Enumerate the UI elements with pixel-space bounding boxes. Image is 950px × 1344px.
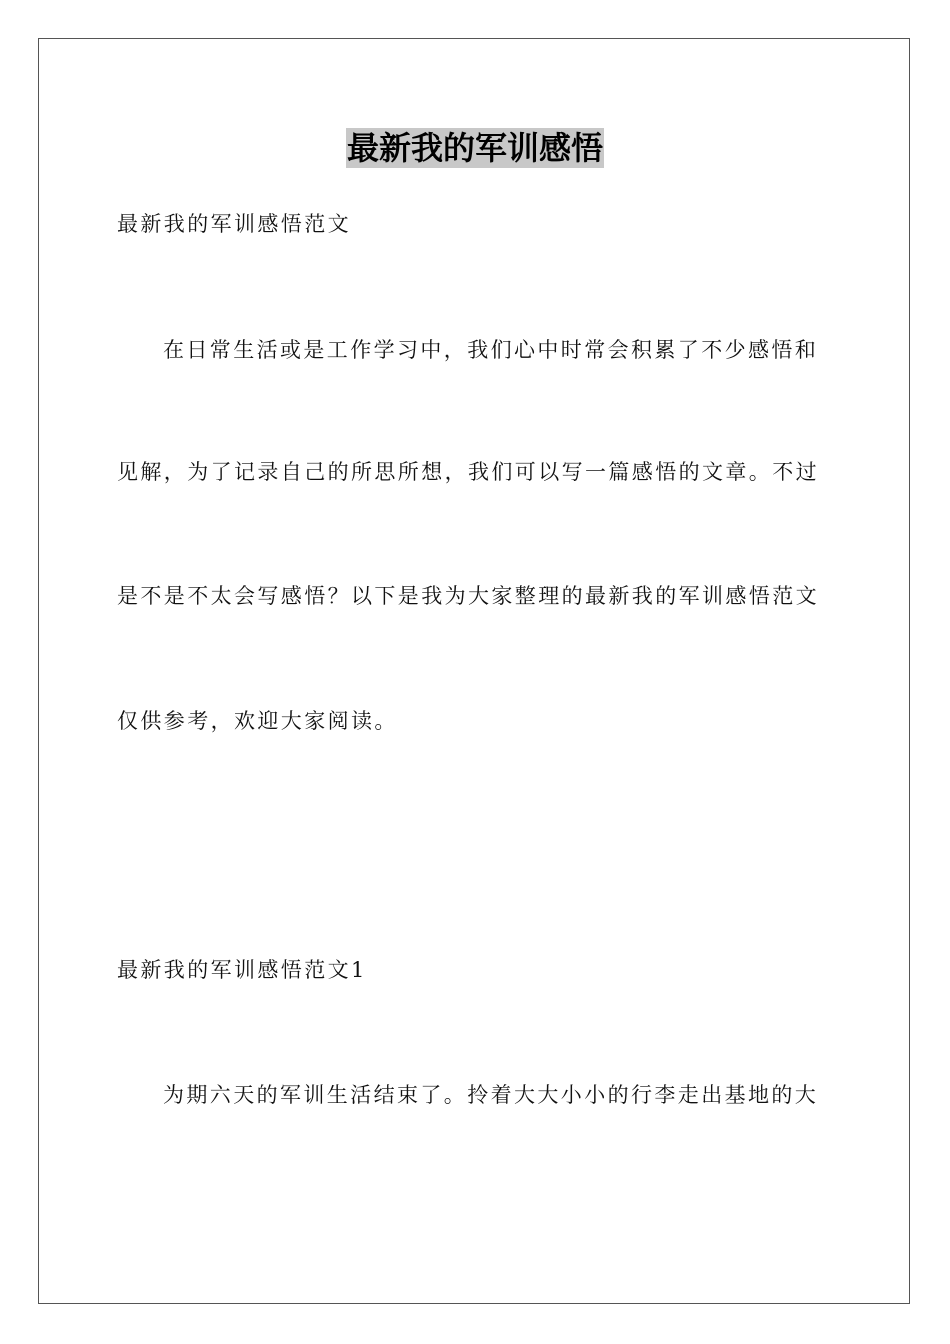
paragraph-line: 在日常生活或是工作学习中，我们心中时常会积累了不少感悟和	[163, 338, 819, 362]
section-heading: 最新我的军训感悟范文1	[117, 958, 367, 982]
paragraph-line: 为期六天的军训生活结束了。拎着大大小小的行李走出基地的大	[163, 1083, 819, 1107]
title-container	[0, 128, 950, 168]
document-title: 最新我的军训感悟	[346, 129, 603, 167]
paragraph-line: 是不是不太会写感悟？以下是我为大家整理的最新我的军训感悟范文	[117, 584, 819, 608]
document-subtitle: 最新我的军训感悟范文	[117, 212, 351, 236]
paragraph-line: 见解，为了记录自己的所思所想，我们可以写一篇感悟的文章。不过	[117, 460, 819, 484]
paragraph-line: 仅供参考，欢迎大家阅读。	[117, 709, 398, 733]
